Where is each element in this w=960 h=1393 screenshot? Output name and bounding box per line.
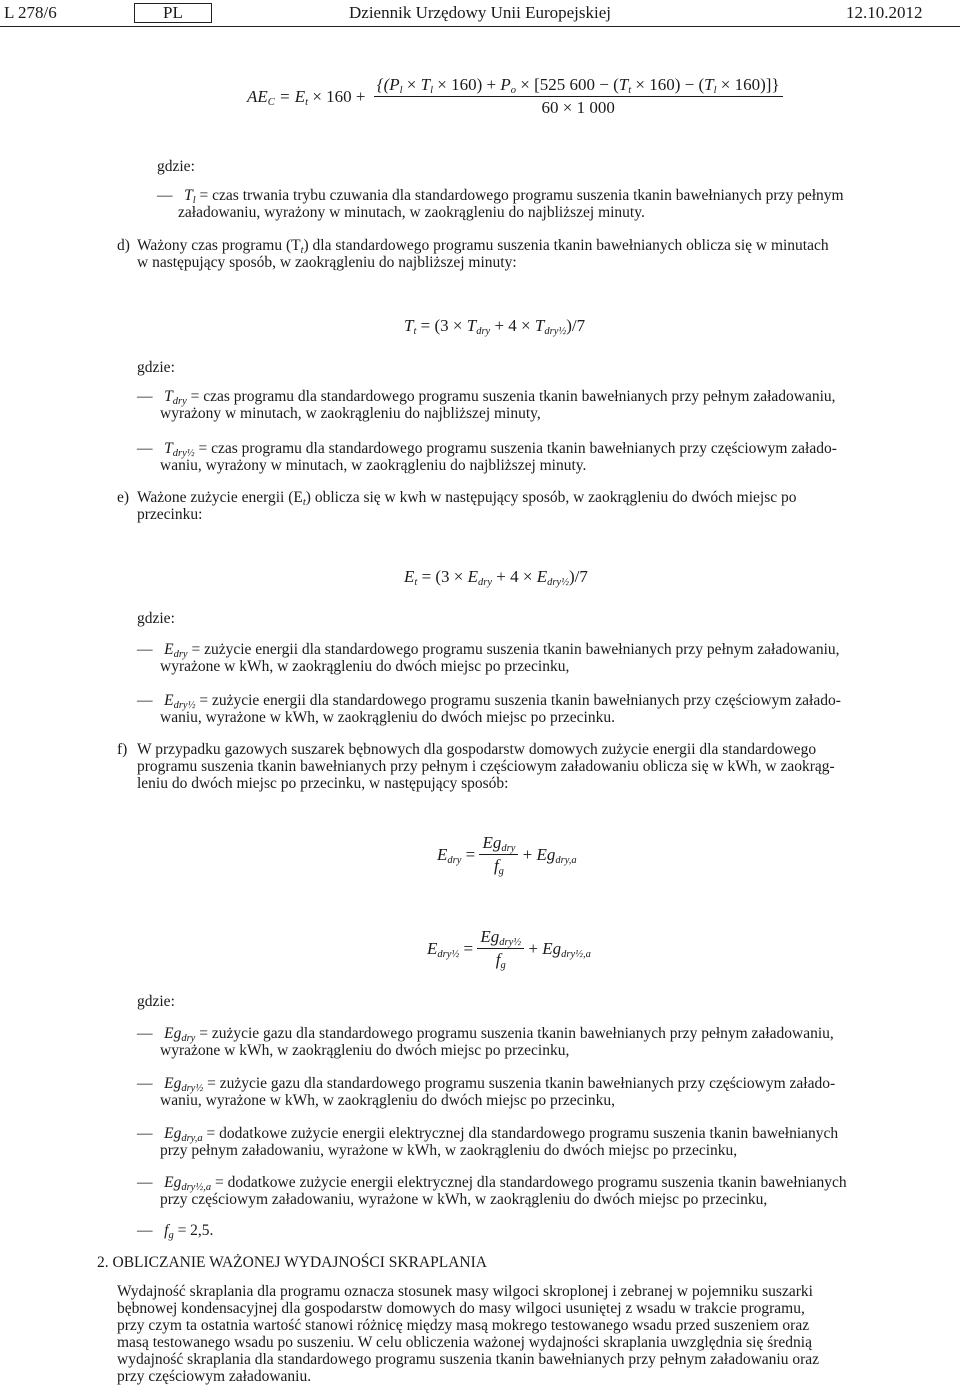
definition-egdry-half-a: — $Eg_{dry\frac{1}{2},a}$ = dodatkowe zużycie energii elektrycznej dla standardowego programu suszenia tkanin bawełnianych przy częściowym załadowaniu, wyrażone w kWh, w zaokrągleniu do dwóch miejsc po przecinku, [137, 1174, 847, 1208]
formula-tt: $T_t = (3 \times T_{dry} + 4 \times T_{dry\frac{1}{2}})/7$ [404, 316, 586, 337]
header-rule [0, 26, 960, 27]
definition-egdry-half: — $Eg_{dry\frac{1}{2}}$ = zużycie gazu dla standardowego programu suszenia tkanin bawełnianych przy częściowym załado- waniu, wyrażone w kWh, w zaokrągleniu do dwóch miejsc po przecinku, [137, 1075, 836, 1109]
page-number: L 278/6 [4, 3, 57, 22]
section-2-heading: 2. OBLICZANIE WAŻONEJ WYDAJNOŚCI SKRAPLANIA [97, 1254, 487, 1271]
item-d-text: Ważony czas programu $(T_t)$ dla standardowego programu suszenia tkanin bawełnianych oblicza się w minutach w następujący sposób, w zaokrągleniu do najbliższej minuty: [137, 237, 829, 271]
where-label-1: gdzie: [157, 158, 195, 175]
definition-tdry: — $T_{dry}$ = czas programu dla standardowego programu suszenia tkanin bawełnianych przy pełnym załadowaniu, wyrażony w minutach, w zaokrągleniu do najbliższej minuty, [137, 388, 836, 422]
item-f-text: W przypadku gazowych suszarek bębnowych dla gospodarstw domowych zużycie energii dla standardowego programu suszenia tkanin bawełnianych przy pełnym i częściowym załadowaniu oblicza się w kWh, w zaokrąg- leniu do dwóch miejsc po przecinku, w następujący sposób: [137, 741, 835, 792]
where-label-3: gdzie: [137, 610, 175, 627]
where-label-4: gdzie: [137, 993, 175, 1010]
definition-egdry-a: — $Eg_{dry,a}$ = dodatkowe zużycie energii elektrycznej dla standardowego programu suszenia tkanin bawełnianych przy pełnym załadowaniu, wyrażone w kWh, w zaokrągleniu do dwóch miejsc po przecinku, [137, 1125, 839, 1159]
formula-edry-half: $E_{dry\frac{1}{2}}$ = $\frac{Eg_{dry\frac{1}{2}}}{f_g}$ + $Eg_{dry\frac{1}{2},a}$ [427, 927, 591, 971]
definition-edry-half: — $E_{dry\frac{1}{2}}$ = zużycie energii dla standardowego programu suszenia tkanin bawełnianych przy częściowym załado- waniu, wyrażone w kWh, w zaokrągleniu do dwóch miejsc po przecinku. [137, 692, 841, 726]
language-badge: PL [134, 3, 212, 23]
item-e-text: Ważone zużycie energii $(E_t)$ oblicza się w kwh w następujący sposób, w zaokrągleniu do dwóch miejsc po przecinku: [137, 489, 797, 523]
definition-tdry-half: — $T_{dry\frac{1}{2}}$ = czas programu dla standardowego programu suszenia tkanin bawełnianych przy częściowym załado- waniu, wyrażony w minutach, w zaokrągleniu do najbliższej minuty. [137, 440, 837, 474]
definition-edry: — $E_{dry}$ = zużycie energii dla standardowego programu suszenia tkanin bawełnianych przy pełnym załadowaniu, wyrażone w kWh, w zaokrągleniu do dwóch miejsc po przecinku, [137, 641, 840, 675]
definition-tl: — $T_l$ = czas trwania trybu czuwania dla standardowego programu suszenia tkanin bawełnianych przy pełnym załadowaniu, wyrażony w minutach, w zaokrągleniu do najbliższej minuty. [157, 187, 844, 221]
formula-ae: $AE_C = E_t \times 160$ + $\frac{\{(P_l \times T_l \times 160) + P_o \times [525 600 - (T_t \times 160) - (T_l \times 160)]\}}{60 \times 1 000}$ [247, 74, 783, 119]
item-f-label: f) [117, 741, 128, 758]
formula-et: $E_t = (3 \times E_{dry} + 4 \times E_{dry\frac{1}{2}})/7$ [404, 567, 588, 588]
publication-date: 12.10.2012 [846, 3, 923, 22]
item-e-label: e) [117, 489, 130, 506]
section-2-paragraph: Wydajność skraplania dla programu oznacza stosunek masy wilgoci skroplonej i zebranej w pojemniku suszarki bębnowej kondensacyjnej dla gospodarstw domowych do masy wilgoci usuniętej z wsadu w trakcie programu, przy czym ta ostatnia wartość stanowi różnicę między masą mokrego testowanego wsadu przed suszeniem oraz masą testowanego wsadu po suszeniu. W celu obliczenia ważonej wydajności skraplania uwzględnia się średnią wydajność skraplania dla standardowego programu suszenia tkanin bawełnianych przy pełnym załadowaniu oraz przy częściowym załadowaniu. [117, 1283, 819, 1385]
journal-title: Dziennik Urzędowy Unii Europejskiej [349, 3, 612, 22]
definition-egdry: — $Eg_{dry}$ = zużycie gazu dla standardowego programu suszenia tkanin bawełnianych przy pełnym załadowaniu, wyrażone w kWh, w zaokrągleniu do dwóch miejsc po przecinku, [137, 1025, 834, 1059]
definition-fg: — $f_g = 2,5$. [137, 1222, 214, 1241]
where-label-2: gdzie: [137, 359, 175, 376]
item-d-label: d) [117, 237, 130, 254]
formula-edry: $E_{dry}$ = $\frac{Eg_{dry}}{f_g}$ + $Eg_{dry,a}$ [437, 833, 577, 877]
